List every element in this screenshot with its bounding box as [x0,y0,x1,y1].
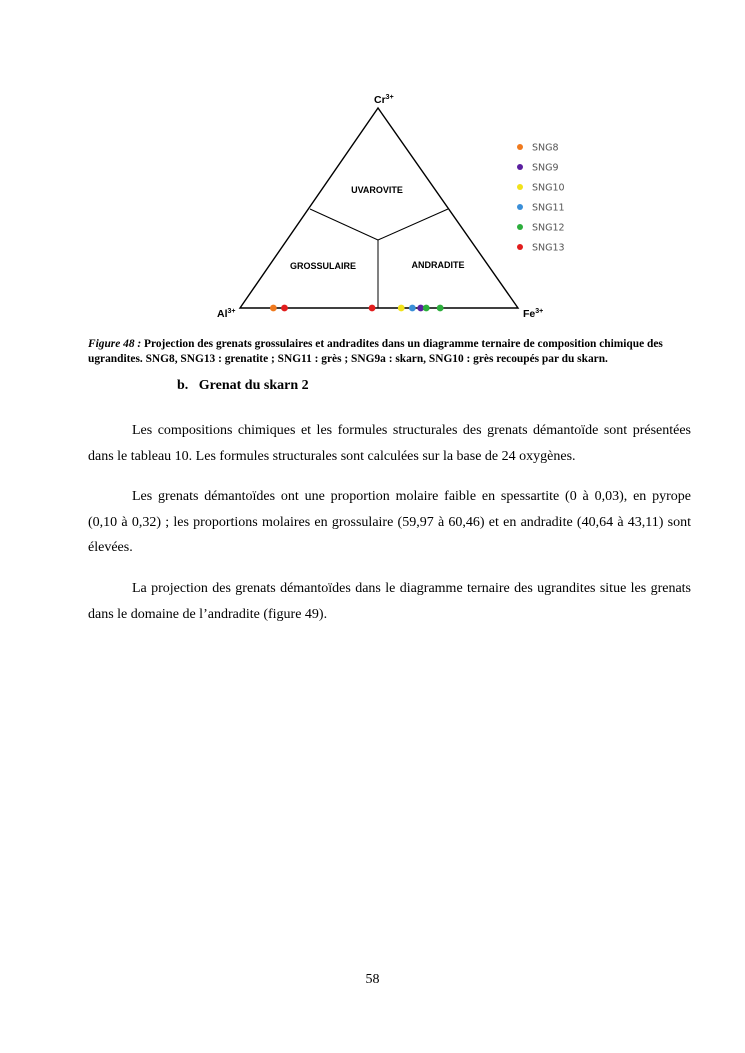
legend-marker-sng11 [517,204,523,210]
vertex-label-right: $Fe^{3+}$ [523,308,544,320]
ternary-outline [240,108,518,308]
data-point-sng13 [369,305,376,312]
data-point-sng13 [281,305,288,312]
field-label-andradite: ANDRADITE [411,260,465,270]
vertex-label-top: $Cr^{3+}$ [374,94,394,106]
legend-label-sng12: SNG12 [532,222,565,234]
figure-caption [88,337,692,367]
legend-label-sng11: SNG11 [532,202,565,214]
legend-marker-sng8 [517,144,523,150]
data-point-sng10 [398,305,405,312]
field-boundary-right [378,209,448,240]
data-point-sng12 [437,305,444,312]
figure-caption-text: Projection des grenats grossulaires et andradites dans un diagramme ternaire de composition chimique des ugrandites. SNG8, SNG13 : grenatite ; SNG11 : grès ; SNG9a : skarn, SNG10 : grès recoupés par du skarn. [88,338,663,365]
legend-label-sng9: SNG9 [532,162,559,174]
legend-label-sng13: SNG13 [532,242,565,254]
legend-marker-sng10 [517,184,523,190]
data-point-sng8 [270,305,277,312]
legend-label-sng10: SNG10 [532,182,565,194]
figure-label: Figure 48 : [88,338,142,350]
section-heading: b. Grenat du skarn 2 [177,378,309,393]
field-boundary-left [310,209,378,240]
legend-marker-sng9 [517,164,523,170]
data-point-sng12 [423,305,430,312]
paragraph: Les compositions chimiques et les formules structurales des grenats démantoïde sont présentées dans le tableau 10. Les formules structurales sont calculées sur la base de 24 oxygènes. [88,423,691,464]
legend-marker-sng13 [517,244,523,250]
field-label-grossulaire: GROSSULAIRE [289,261,357,271]
paragraph: La projection des grenats démantoïdes dans le diagramme ternaire des ugrandites situe les grenats dans le domaine de l’andradite (figure 49). [88,581,691,622]
vertex-label-left: $Al^{3+}$ [217,308,236,320]
page-number: 58 [365,972,380,987]
paragraph: Les grenats démantoïdes ont une proportion molaire faible en spessartite (0 à 0,03), en pyrope (0,10 à 0,32) ; les proportions molaires en grossulaire (59,97 à 60,46) et en andradite (40,64 à 43,11) sont élevées. [88,489,691,555]
legend [517,143,565,254]
field-label-uvarovite: UVAROVITE [351,185,403,195]
ternary-diagram [0,0,745,335]
legend-marker-sng12 [517,224,523,230]
data-point-sng11 [409,305,416,312]
legend-label-sng8: SNG8 [532,142,559,154]
